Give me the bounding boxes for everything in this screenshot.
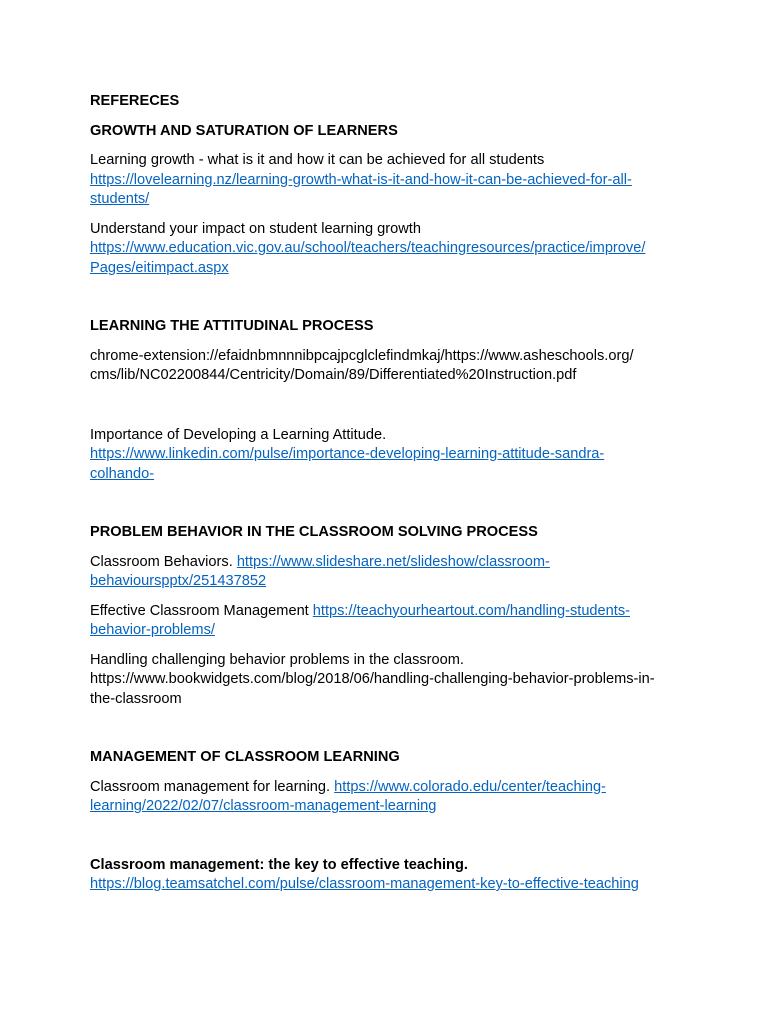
- section-heading-problem-behavior: PROBLEM BEHAVIOR IN THE CLASSROOM SOLVING PROCESS: [90, 524, 538, 540]
- section-heading-management: MANAGEMENT OF CLASSROOM LEARNING: [90, 749, 400, 765]
- section-heading-growth: GROWTH AND SATURATION OF LEARNERS: [90, 122, 398, 139]
- reference-entry: [90, 856, 682, 895]
- reference-link[interactable]: behaviourspptx/251437852: [90, 573, 267, 589]
- reference-label: Handling challenging behavior problems in the classroom.: [90, 651, 464, 668]
- reference-link[interactable]: https://www.slideshare.net/slideshow/classroom-: [236, 553, 550, 570]
- spacer: [90, 337, 682, 347]
- reference-entry: [90, 651, 682, 710]
- spacer: [90, 709, 682, 748]
- reference-entry: [90, 778, 682, 817]
- reference-url-text: chrome-extension://efaidnbmnnnibpcajpcglclefindmkaj/https://www.asheschools.org/: [90, 347, 634, 364]
- spacer: [90, 592, 682, 602]
- spacer: [90, 817, 682, 856]
- reference-link[interactable]: behavior-problems/: [90, 622, 215, 638]
- reference-entry: [90, 426, 682, 485]
- document-page: [90, 92, 682, 895]
- reference-link[interactable]: https://teachyourheartout.com/handling-students-: [312, 602, 630, 619]
- reference-label: Understand your impact on student learning growth: [90, 220, 421, 237]
- reference-link[interactable]: students/: [90, 191, 150, 207]
- reference-entry: [90, 602, 682, 641]
- document-title: REFERECES: [90, 93, 180, 109]
- reference-entry: [90, 553, 682, 592]
- reference-label: Importance of Developing a Learning Attitude.: [90, 426, 387, 443]
- spacer: [90, 484, 682, 523]
- reference-entry: [90, 220, 682, 279]
- reference-link[interactable]: learning/2022/02/07/classroom-management-learning: [90, 798, 437, 814]
- spacer: [90, 543, 682, 553]
- reference-label: Learning growth - what is it and how it can be achieved for all students: [90, 152, 545, 168]
- reference-link[interactable]: https://www.education.vic.gov.au/school/teachers/teachingresources/practice/improve/: [90, 240, 646, 256]
- spacer: [90, 386, 682, 426]
- spacer: [90, 641, 682, 651]
- reference-link[interactable]: https://www.colorado.edu/center/teaching-: [334, 778, 606, 795]
- reference-url-text: the-classroom: [90, 690, 182, 707]
- spacer: [90, 768, 682, 778]
- spacer: [90, 141, 682, 151]
- reference-link[interactable]: https://www.linkedin.com/pulse/importance-developing-learning-attitude-sandra-: [90, 446, 605, 462]
- reference-link[interactable]: colhando-: [90, 465, 155, 482]
- reference-link[interactable]: https://blog.teamsatchel.com/pulse/classroom-management-key-to-effective-teaching: [90, 876, 639, 892]
- reference-label: Effective Classroom Management: [90, 602, 313, 619]
- reference-link[interactable]: Pages/eitimpact.aspx: [90, 259, 229, 276]
- reference-label: Classroom management: the key to effective teaching.: [90, 856, 468, 873]
- spacer: [90, 210, 682, 220]
- spacer: [90, 278, 682, 317]
- reference-entry: [90, 151, 682, 210]
- spacer: [90, 112, 682, 122]
- section-heading-attitudinal: LEARNING THE ATTITUDINAL PROCESS: [90, 318, 374, 334]
- reference-entry: [90, 347, 682, 386]
- reference-label: Classroom management for learning.: [90, 778, 335, 795]
- reference-url-text: https://www.bookwidgets.com/blog/2018/06/handling-challenging-behavior-problems-in-: [90, 671, 655, 687]
- reference-url-text: cms/lib/NC02200844/Centricity/Domain/89/Differentiated%20Instruction.pdf: [90, 367, 577, 383]
- reference-label: Classroom Behaviors.: [90, 553, 237, 570]
- reference-link[interactable]: https://lovelearning.nz/learning-growth-what-is-it-and-how-it-can-be-achieved-for-all-: [90, 171, 632, 188]
